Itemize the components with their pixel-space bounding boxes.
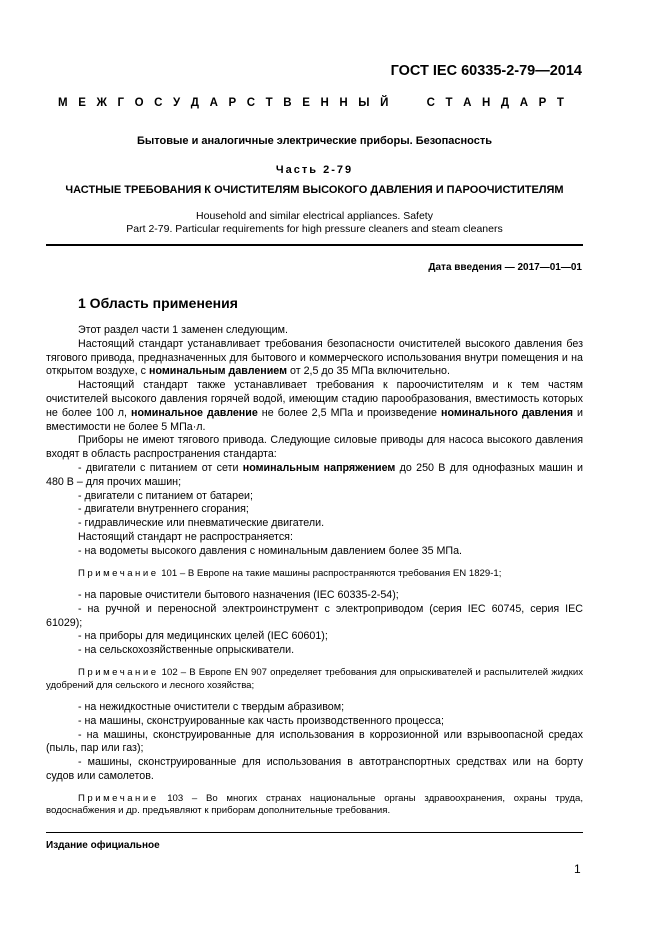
list-item: - двигатели внутреннего сгорания; xyxy=(78,503,249,516)
paragraph xyxy=(46,338,583,379)
letter: Д xyxy=(190,97,199,109)
list-item: - на машины, сконструированные для использования в коррозионной или взрывоопасной средах (пыль, пар или газ); xyxy=(46,728,583,755)
letter: С xyxy=(426,97,435,109)
interstate-standard-heading xyxy=(58,97,564,109)
letter: Е xyxy=(78,97,86,109)
note-label: Примечание xyxy=(78,792,159,804)
letter: О xyxy=(134,97,144,109)
note-label: Примечание xyxy=(78,667,159,679)
list-item: - двигатели с питанием от батареи; xyxy=(78,489,253,502)
text: до 250 В для однофазных машин и 480 В – для прочих машин; xyxy=(46,461,583,488)
title-line-3: ЧАСТНЫЕ ТРЕБОВАНИЯ К ОЧИСТИТЕЛЯМ ВЫСОКОГО ДАВЛЕНИЯ И ПАРООЧИСТИТЕЛЯМ xyxy=(65,184,564,196)
note-text: 103 – Во многих странах национальные органы здравоохранения, охраны труда, водоснабжения и др. предъявляют к приборам дополнительные требования. xyxy=(46,792,583,817)
term: номинального давления xyxy=(441,406,573,419)
letter: С xyxy=(154,97,163,109)
text: от 2,5 до 35 МПа включительно. xyxy=(287,365,450,378)
letter xyxy=(413,97,416,109)
list-item: - на приборы для медицинских целей (IEC 60601); xyxy=(78,630,328,643)
term: номинальное давление xyxy=(131,406,258,419)
list-item xyxy=(46,462,583,490)
note-text: 101 – В Европе на такие машины распространяются требования EN 1829-1; xyxy=(158,567,502,579)
page-number: 1 xyxy=(574,862,581,876)
letter: Е xyxy=(302,97,310,109)
letter: Т xyxy=(556,97,564,109)
spacer xyxy=(46,559,583,568)
list-item: - на нежидкостные очистители с твердым абразивом; xyxy=(78,701,345,714)
list-item: - на водометы высокого давления с номинальным давлением более 35 МПа. xyxy=(78,544,463,557)
section-title: 1 Область применения xyxy=(78,295,238,311)
term: номинальным давлением xyxy=(149,365,288,378)
letter: Т xyxy=(445,97,453,109)
letter: В xyxy=(283,97,292,109)
footer-divider xyxy=(46,832,583,833)
title-english-2: Part 2-79. Particular requirements for high pressure cleaners and steam cleaners xyxy=(126,223,503,235)
letter: Г xyxy=(117,97,124,109)
paragraph: Этот раздел части 1 заменен следующим. xyxy=(78,324,288,336)
letter: Т xyxy=(265,97,273,109)
letter: Ы xyxy=(358,97,370,109)
text: и вместимости не более 5 МПа·л. xyxy=(46,406,583,433)
letter: У xyxy=(173,97,181,109)
spacer xyxy=(46,692,583,701)
letter: А xyxy=(519,97,529,109)
list-item: - на сельскохозяйственные опрыскиватели. xyxy=(78,644,295,657)
note-101 xyxy=(46,568,583,581)
spacer xyxy=(46,658,583,667)
letter: Р xyxy=(538,97,547,109)
title-line-1: Бытовые и аналогичные электрические приборы. Безопасность xyxy=(136,135,492,147)
note-103 xyxy=(46,793,583,818)
list-item: - гидравлические или пневматические двигатели. xyxy=(78,517,325,530)
letter: Й xyxy=(380,97,389,109)
letter: С xyxy=(246,97,256,109)
letter: Н xyxy=(482,97,491,109)
official-edition: Издание официальное xyxy=(46,840,160,851)
note-text: 102 – В Европе EN 907 определяет требования для опрыскивателей и распылителей жидких удобрений для сельского и лесного хозяйства; xyxy=(46,667,583,691)
letter: А xyxy=(463,97,472,109)
letter: М xyxy=(58,97,68,109)
section-body xyxy=(46,324,583,818)
letter xyxy=(399,97,402,109)
text: не более 2,5 МПа и произведение xyxy=(257,406,442,419)
text: Настоящий стандарт устанавливает требования безопасности очистителей высокого давления без тягового привода, предназначенных для бытового и коммерческого использования внутри помещения и на открытом воздухе, с xyxy=(46,337,583,378)
list-item: - на машины, сконструированные как часть производственного процесса; xyxy=(78,714,444,727)
list-item: - машины, сконструированные для использования в автотранспортных средствах или на борту судов или самолетов. xyxy=(46,756,583,783)
letter: Ж xyxy=(96,97,107,109)
note-label: Примечание xyxy=(78,567,159,579)
title-divider xyxy=(46,244,583,246)
standard-code: ГОСТ IEC 60335-2-79—2014 xyxy=(390,63,582,79)
letter: Р xyxy=(228,97,237,109)
note-102 xyxy=(46,667,583,692)
letter: Н xyxy=(339,97,348,109)
list-item: - на ручной и переносной электроинструмент с электроприводом (серия IEC 60745, серия IEC 61029); xyxy=(46,602,583,629)
text: Настоящий стандарт также устанавливает требования к пароочистителям и к тем частям очистителей высокого давления горячей водой, имеющим стадию парообразования, вместимость которых не более 100 л, xyxy=(46,379,583,419)
letter: Н xyxy=(320,97,329,109)
list-item: - на паровые очистители бытового назначения (IEC 60335-2-54); xyxy=(78,589,399,602)
paragraph: Настоящий стандарт не распространяется: xyxy=(78,530,293,543)
intro-date: Дата введения — 2017—01—01 xyxy=(428,262,582,273)
paragraph xyxy=(46,379,583,434)
spacer xyxy=(46,784,583,793)
letter: Д xyxy=(500,97,510,109)
paragraph: Приборы не имеют тягового привода. Следующие силовые приводы для насоса высокого давления входят в область распространения стандарта: xyxy=(46,434,583,461)
title-english-1: Household and similar electrical appliances. Safety xyxy=(196,210,433,222)
spacer xyxy=(46,580,583,589)
letter: А xyxy=(209,97,218,109)
title-part: Часть 2-79 xyxy=(275,164,354,176)
text: - двигатели с питанием от сети xyxy=(78,461,243,474)
term: номинальным напряжением xyxy=(242,461,396,474)
